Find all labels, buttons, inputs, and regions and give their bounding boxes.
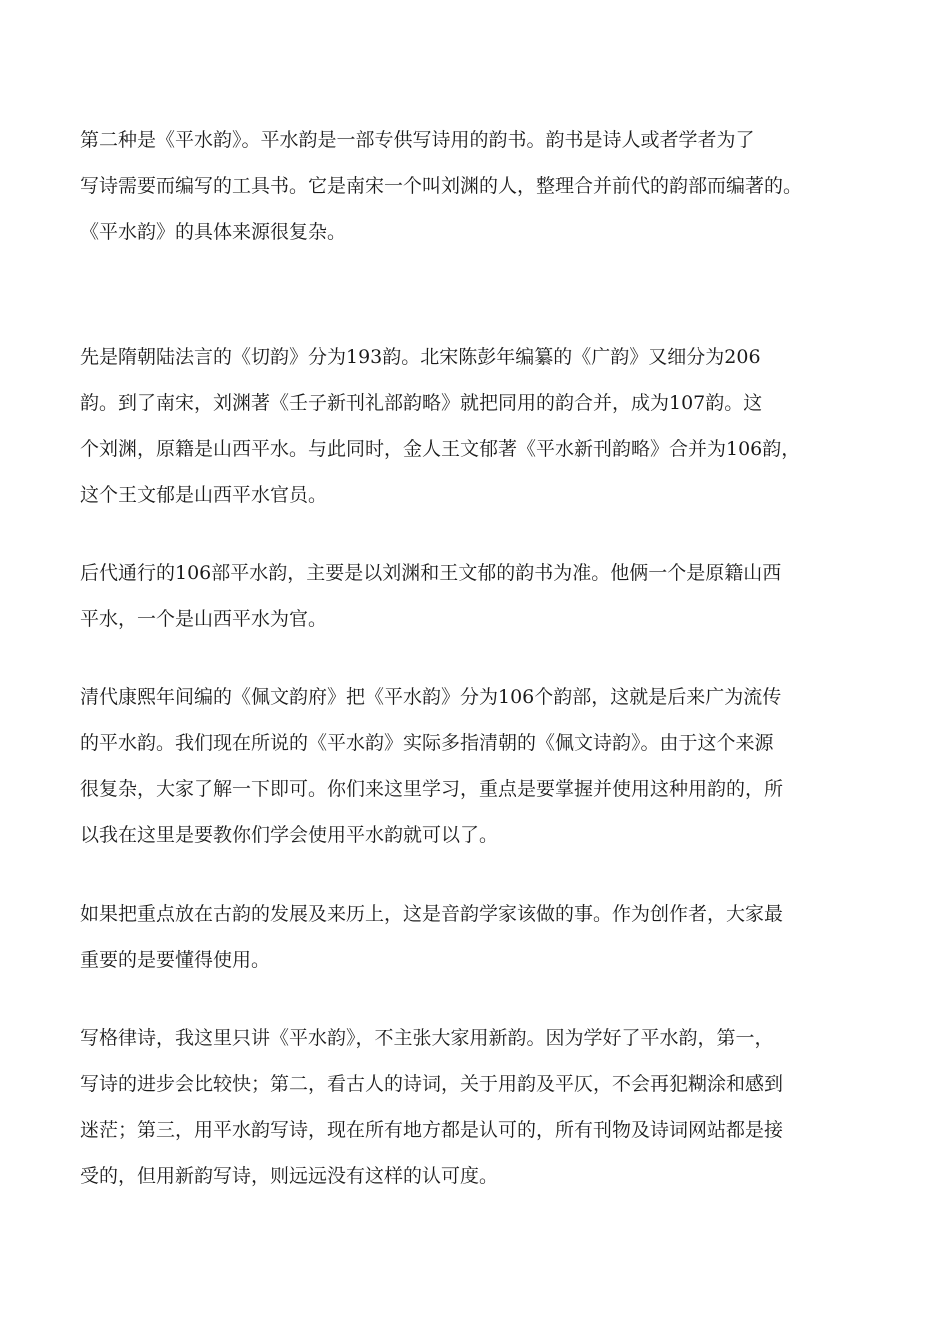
text-line: 写诗的进步会比较快；第二，看古人的诗词，关于用韵及平仄，不会再犯糊涂和感到 — [80, 1073, 784, 1095]
paragraph-pingshui-intro — [80, 117, 880, 255]
text-line: 的平水韵。我们现在所说的《平水韵》实际多指清朝的《佩文诗韵》。由于这个来源 — [80, 732, 774, 754]
paragraph-history — [80, 334, 880, 518]
text-line: 写格律诗，我这里只讲《平水韵》，不主张大家用新韵。因为学好了平水韵，第一， — [80, 1027, 774, 1049]
text-line: 如果把重点放在古韵的发展及来历上，这是音韵学家该做的事。作为创作者，大家最 — [80, 903, 784, 925]
text-line: 《平水韵》的具体来源很复杂。 — [80, 221, 347, 243]
text-line: 重要的是要懂得使用。 — [80, 949, 271, 971]
text-line: 这个王文郁是山西平水官员。 — [80, 484, 328, 506]
text-line: 先是隋朝陆法言的《切韵》分为193韵。北宋陈彭年编纂的《广韵》又细分为206 — [80, 346, 761, 368]
text-line: 后代通行的106部平水韵，主要是以刘渊和王文郁的韵书为准。他俩一个是原籍山西 — [80, 562, 782, 584]
text-line: 写诗需要而编写的工具书。它是南宋一个叫刘渊的人，整理合并前代的韵部而编著的。 — [80, 175, 803, 197]
paragraph-why-pingshui — [80, 1015, 880, 1199]
text-line: 平水，一个是山西平水为官。 — [80, 608, 328, 630]
paragraph-106-rhymes — [80, 550, 880, 642]
text-line: 受的，但用新韵写诗，则远远没有这样的认可度。 — [80, 1165, 499, 1187]
text-line: 很复杂，大家了解一下即可。你们来这里学习，重点是要掌握并使用这种用韵的，所 — [80, 778, 784, 800]
text-line: 清代康熙年间编的《佩文韵府》把《平水韵》分为106个韵部，这就是后来广为流传 — [80, 686, 782, 708]
text-line: 韵。到了南宋，刘渊著《壬子新刊礼部韵略》就把同用的韵合并，成为107韵。这 — [80, 392, 763, 414]
text-line: 个刘渊，原籍是山西平水。与此同时，金人王文郁著《平水新刊韵略》合并为106韵， — [80, 438, 801, 460]
text-line: 迷茫；第三，用平水韵写诗，现在所有地方都是认可的，所有刊物及诗词网站都是接 — [80, 1119, 784, 1141]
paragraph-usage-focus — [80, 891, 880, 983]
text-line: 以我在这里是要教你们学会使用平水韵就可以了。 — [80, 824, 499, 846]
paragraph-qing-dynasty — [80, 674, 880, 858]
text-line: 第二种是《平水韵》。平水韵是一部专供写诗用的韵书。韵书是诗人或者学者为了 — [80, 129, 755, 151]
